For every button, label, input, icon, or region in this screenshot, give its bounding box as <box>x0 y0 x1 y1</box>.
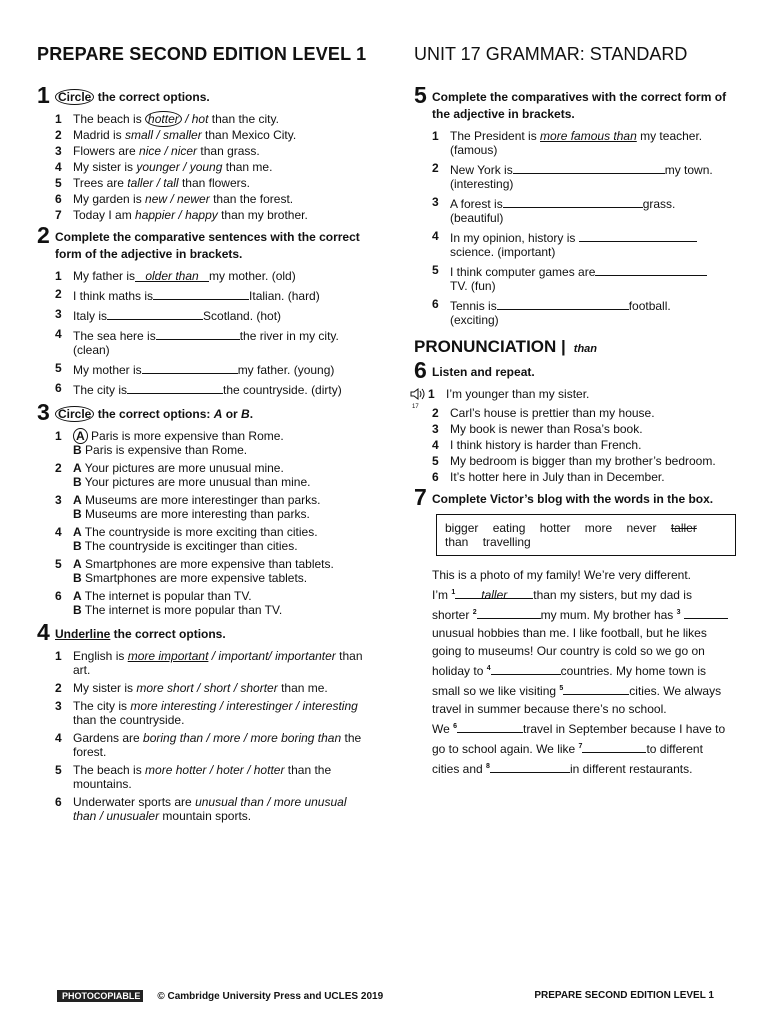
list-item: 3 My book is newer than Rosa’s book. <box>432 422 643 436</box>
answer-blank[interactable] <box>513 161 665 174</box>
exercise-instruction: Complete Victor’s blog with the words in the box. <box>432 492 714 506</box>
word-box-item: eating <box>492 521 526 535</box>
list-item: 7 Today I am happier / happy than my brother. <box>55 208 308 222</box>
list-item: 1 My father is older than my mother. (old) <box>55 269 296 283</box>
answer-blank[interactable] <box>127 381 223 394</box>
pronunciation-heading <box>414 337 744 357</box>
list-item: 6 It’s hotter here in July than in December. <box>432 470 665 484</box>
exercise-number: 5 <box>414 82 427 108</box>
answer-blank[interactable] <box>579 229 697 242</box>
list-item: 5 The beach is more hotter / hoter / hotter than the mountains. <box>55 763 332 791</box>
list-item: 3 The city is more interesting / interestinger / interesting than the countryside. <box>55 699 358 727</box>
answer-blank[interactable] <box>491 662 561 675</box>
list-item: 3 A Museums are more interestinger than parks. B Museums are more interesting than parks. <box>55 493 321 521</box>
list-item: 2 Madrid is small / smaller than Mexico City. <box>55 128 297 142</box>
header-title: PREPARE SECOND EDITION LEVEL 1 <box>37 44 367 64</box>
exercise-instruction: Circle the correct options. <box>55 84 210 106</box>
list-item: 4 I think history is harder than French. <box>432 438 642 452</box>
word-box-item: bigger <box>445 521 479 535</box>
header-unit: UNIT 17 GRAMMAR: STANDARD <box>414 44 688 64</box>
answer-blank[interactable]: taller <box>455 586 533 599</box>
underlined-answer: more important <box>127 649 209 663</box>
list-item: 4 In my opinion, history is science. (important) <box>414 229 744 259</box>
word-box-item: than <box>445 535 469 549</box>
exercise-number: 2 <box>37 222 50 248</box>
answer-blank[interactable] <box>142 361 238 374</box>
word-box-item: hotter <box>539 521 571 535</box>
list-item: 2 A Your pictures are more unusual mine. B Your pictures are more unusual than mine. <box>55 461 311 489</box>
footer-level: PREPARE SECOND EDITION LEVEL 1 <box>534 990 714 1001</box>
answer-blank[interactable] <box>457 720 523 733</box>
answer-blank[interactable] <box>563 682 629 695</box>
exercise-6 <box>414 359 744 484</box>
exercise-number: 1 <box>37 82 50 108</box>
word-box-item-used: taller <box>670 521 697 535</box>
exercise-7 <box>414 486 744 778</box>
list-item: 4 My sister is younger / young than me. <box>55 160 273 174</box>
list-item: 6 The city is the countryside. (dirty) <box>55 381 342 397</box>
exercise-number: 7 <box>414 484 427 510</box>
answer-blank[interactable] <box>156 327 240 340</box>
list-item: 5 My bedroom is bigger than my brother’s bedroom. <box>432 454 716 468</box>
list-item: 6 Underwater sports are unusual than / more unusual than / unusualer mountain sports. <box>55 795 347 823</box>
pronunciation-title: PRONUNCIATION | <box>414 337 566 356</box>
word-box <box>436 514 736 556</box>
exercise-3 <box>37 401 369 617</box>
copyright-text: © Cambridge University Press and UCLES 2019 <box>157 990 384 1002</box>
pronunciation-focus: than <box>573 343 598 355</box>
circled-answer: hotter <box>145 111 182 127</box>
answer-blank[interactable] <box>595 263 707 276</box>
footer-left <box>57 990 383 1002</box>
list-item: 2 I think maths is Italian. (hard) <box>55 287 320 303</box>
word-box-item: never <box>626 521 657 535</box>
left-column <box>37 84 369 827</box>
answer-blank[interactable] <box>477 606 541 619</box>
exercise-instruction: Complete the comparative sentences with the correct form of the adjective in brackets. <box>55 230 360 261</box>
word-box-item: travelling <box>482 535 531 549</box>
list-item: 5 My mother is my father. (young) <box>55 361 335 377</box>
exercise-instruction: Complete the comparatives with the correct form of the adjective in brackets. <box>432 90 727 121</box>
list-item: 2 Carl’s house is prettier than my house. <box>432 406 655 420</box>
list-item: 2 My sister is more short / short / shorter than me. <box>55 681 328 695</box>
list-item: 5 Trees are taller / tall than flowers. <box>55 176 250 190</box>
list-item: 3 Italy is Scotland. (hot) <box>55 307 282 323</box>
list-item: 4 Gardens are boring than / more / more boring than the forest. <box>55 731 362 759</box>
exercise-number: 3 <box>37 399 50 425</box>
blog-text: This is a photo of my family! We’re very different. I’m $^1$ taller than my sisters, but my dad is shorter $^2$ my mum. My brother has $^3$ unusual hobbies than me. I like football, but he likes going to museums! Our country is cold so we go on holiday to $^4$ countries. My home town is small so we like visiting $^5$ cities. We always travel in summer because there’s no school. We $^6$ travel in September because I have to go to school again. We like $^7$ to different cities and $^8$ in different restaurants. <box>414 566 744 778</box>
right-column <box>414 84 744 780</box>
list-item: 4 A The countryside is more exciting than cities. B The countryside is excitinger than cities. <box>55 525 318 553</box>
list-item: 1 The beach is hotter / hot than the city. <box>55 112 279 126</box>
list-item: 6 A The internet is popular than TV. B The internet is more popular than TV. <box>55 589 283 617</box>
audio-track-number: 17 <box>412 404 419 410</box>
circled-answer: A <box>73 428 88 444</box>
exercise-2 <box>37 224 369 397</box>
answer-blank[interactable]: older than <box>135 269 209 282</box>
answer-blank[interactable] <box>107 307 203 320</box>
exercise-instruction: Underline the correct options. <box>55 627 226 641</box>
exercise-number: 6 <box>414 357 427 383</box>
list-item: 4 The sea here is the river in my city. (clean) <box>55 327 339 357</box>
exercise-5 <box>414 84 744 327</box>
answer-blank[interactable] <box>153 287 249 300</box>
photocopiable-badge: PHOTOCOPIABLE <box>57 990 143 1002</box>
list-item: 5 A Smartphones are more expensive than tablets. B Smartphones are more expensive tablets. <box>55 557 334 585</box>
word-box-item: more <box>584 521 613 535</box>
exercise-4 <box>37 621 369 823</box>
list-item: 3 Flowers are nice / nicer than grass. <box>55 144 260 158</box>
list-item: 1 English is more important / important/ importanter than art. <box>55 649 363 677</box>
answer-blank[interactable] <box>684 606 728 619</box>
list-item: 6 My garden is new / newer than the forest. <box>55 192 294 206</box>
list-item: 17 1 I’m younger than my sister. <box>414 387 744 404</box>
example-answer: more famous than <box>540 129 637 143</box>
exercise-number: 4 <box>37 619 50 645</box>
answer-blank[interactable] <box>497 297 629 310</box>
list-item: 1 A Paris is more expensive than Rome. B Paris is expensive than Rome. <box>55 429 284 457</box>
list-item: 5 I think computer games are TV. (fun) <box>414 263 744 293</box>
exercise-instruction: Listen and repeat. <box>432 365 535 379</box>
exercise-instruction: Circle the correct options: A or B. <box>55 401 253 423</box>
answer-blank[interactable] <box>490 760 570 773</box>
list-item: 2 New York is my town. (interesting) <box>432 161 713 191</box>
answer-blank[interactable] <box>582 740 646 753</box>
audio-icon[interactable] <box>410 387 428 410</box>
answer-blank[interactable] <box>503 195 643 208</box>
exercise-1 <box>37 84 369 222</box>
list-item: 3 A forest is grass. (beautiful) <box>432 195 676 225</box>
list-item: 6 Tennis is football. (exciting) <box>432 297 671 327</box>
list-item: 1 The President is more famous than my teacher. (famous) <box>432 129 703 157</box>
